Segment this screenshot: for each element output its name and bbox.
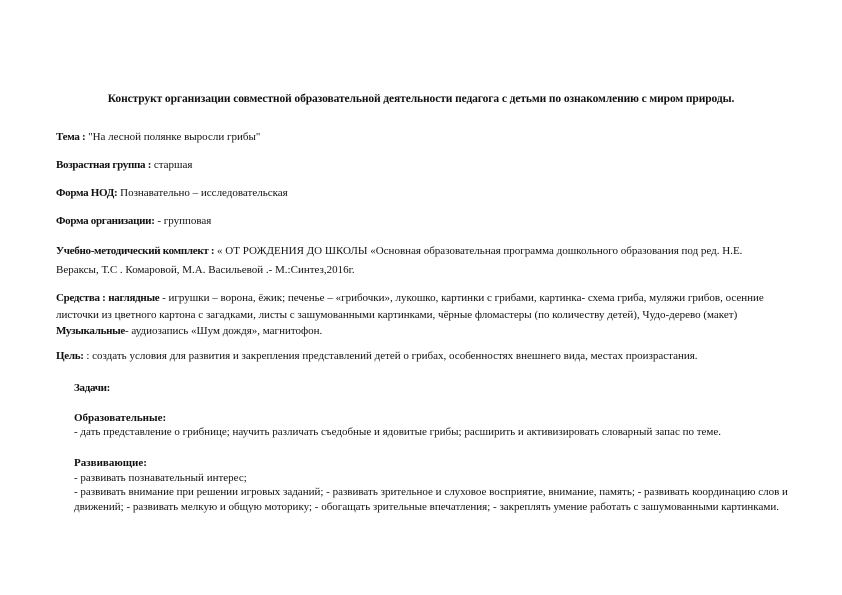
- org-form-line: [56, 215, 211, 227]
- age-group-label: Возрастная группа :: [56, 159, 152, 171]
- org-form-value: - групповая: [154, 215, 212, 227]
- means-visual-label: наглядные: [108, 292, 160, 304]
- nod-form-line: [56, 187, 288, 199]
- educational-text: - дать представление о грибнице; научить различать съедобные и ядовитые грибы; расширить и активизировать словарный запас по теме.: [74, 426, 721, 438]
- educational-section: [74, 411, 794, 439]
- means-paragraph: [56, 290, 796, 340]
- means-label: Средства :: [56, 292, 106, 304]
- developmental-line-2: - развивать внимание при решении игровых заданий; - развивать зрительное и слуховое восприятие, внимание, память; - развивать координацию слов и движений; - развивать мелкую и общую моторику; - обогащать зрительные впечатления; - закреплять умение работать с зашумованными картинками.: [74, 486, 788, 513]
- age-group-line: [56, 159, 192, 171]
- kit-paragraph: [56, 242, 776, 280]
- developmental-line-1: - развивать познавательный интерес;: [74, 471, 247, 484]
- developmental-section: [74, 456, 794, 514]
- goal-label: Цель:: [56, 350, 84, 362]
- goal-value: : создать условия для развития и закрепления представлений детей о грибах, особенностях внешнего вида, местах произрастания.: [83, 350, 698, 362]
- tasks-label: Задачи:: [74, 382, 111, 394]
- means-visual-value: - игрушки – ворона, ёжик; печенье – «грибочки», лукошко, картинки с грибами, картинка- схема гриба, муляжи грибов, осенние листочки из цветного картона с загадками, листы с зашумованными картинками, чёрные фломастеры (по количеству детей), Чудо-дерево (макет): [56, 292, 764, 321]
- nod-form-value: Познавательно – исследовательская: [117, 187, 288, 199]
- theme-label: Тема :: [56, 131, 86, 143]
- goal-paragraph: [56, 348, 796, 365]
- educational-label: Образовательные:: [74, 412, 167, 424]
- means-music-value: - аудиозапись «Шум дождя», магнитофон.: [125, 325, 323, 337]
- nod-form-label: Форма НОД:: [56, 187, 118, 199]
- theme-line: [56, 131, 260, 143]
- kit-value: « ОТ РОЖДЕНИЯ ДО ШКОЛЫ «Основная образовательная программа дошкольного образования под ред. Н.Е. Вераксы, Т.С . Комаровой, М.А. Васильевой .- М.:Синтез,2016г.: [56, 245, 743, 276]
- means-music-label: Музыкальные: [56, 325, 126, 337]
- document-title: Конструкт организации совместной образовательной деятельности педагога с детьми по ознакомлению с миром природы.: [107, 93, 735, 105]
- theme-value: "На лесной полянке выросли грибы": [85, 131, 261, 143]
- kit-label: Учебно-методический комплект :: [56, 245, 215, 257]
- org-form-label: Форма организации:: [56, 215, 155, 227]
- developmental-label: Развивающие:: [74, 457, 147, 469]
- tasks-heading: [74, 382, 110, 394]
- age-group-value: старшая: [151, 159, 193, 171]
